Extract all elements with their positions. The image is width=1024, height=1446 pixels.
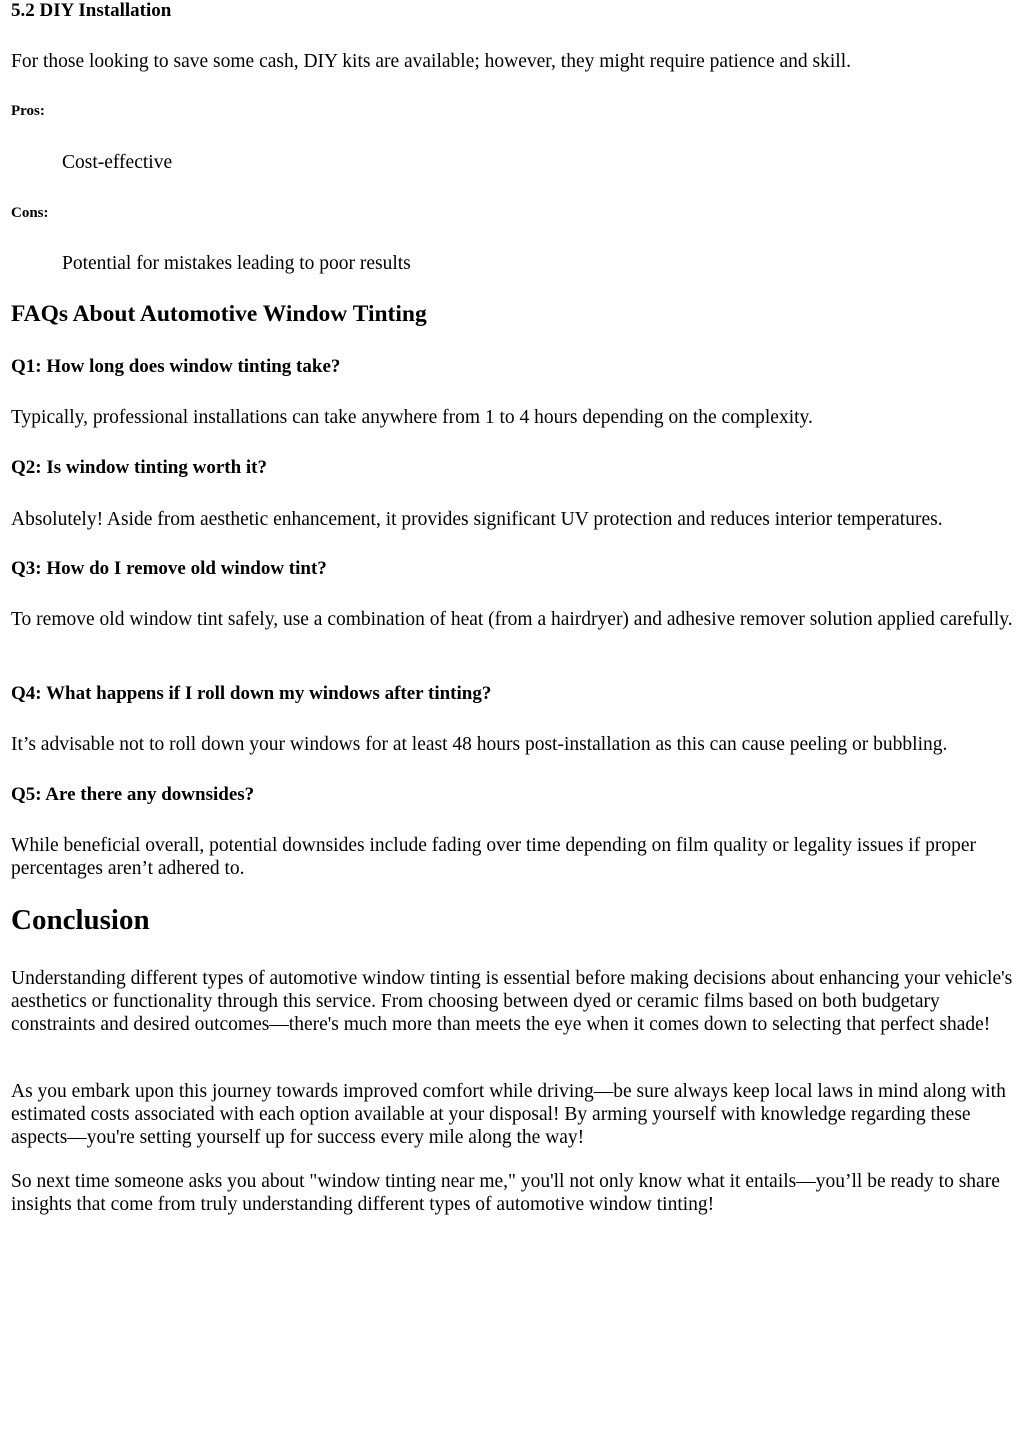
faq-question-5: Q5: Are there any downsides?	[11, 784, 255, 805]
cons-list-item: Potential for mistakes leading to poor results	[62, 253, 411, 274]
faqs-heading: FAQs About Automotive Window Tinting	[11, 301, 427, 327]
conclusion-heading: Conclusion	[11, 904, 150, 936]
pros-label: Pros:	[11, 103, 45, 119]
faq-answer-3: To remove old window tint safely, use a combination of heat (from a hairdryer) and adhesive remover solution applied carefully.	[11, 609, 1013, 630]
faq-answer-4: It’s advisable not to roll down your windows for at least 48 hours post-installation as this can cause peeling or bubbling.	[11, 734, 948, 755]
cons-label: Cons:	[11, 205, 49, 221]
conclusion-paragraph-3: So next time someone asks you about "window tinting near me," you'll not only know what it entails—you’ll be ready to share insights that come from truly understanding different types of automotive window tinting!	[11, 1171, 1000, 1215]
faq-question-1: Q1: How long does window tinting take?	[11, 356, 341, 377]
diy-installation-heading: 5.2 DIY Installation	[11, 0, 172, 21]
diy-intro-paragraph: For those looking to save some cash, DIY kits are available; however, they might require patience and skill.	[11, 51, 852, 72]
faq-question-2: Q2: Is window tinting worth it?	[11, 457, 267, 478]
pros-list-item: Cost-effective	[62, 152, 173, 173]
faq-question-3: Q3: How do I remove old window tint?	[11, 558, 327, 579]
conclusion-paragraph-2: As you embark upon this journey towards improved comfort while driving—be sure always keep local laws in mind along with estimated costs associated with each option available at your disposal! By arming yourself with knowledge regarding these aspects—you're setting yourself up for success every mile along the way!	[11, 1081, 1006, 1148]
faq-answer-1: Typically, professional installations can take anywhere from 1 to 4 hours depending on the complexity.	[11, 407, 813, 428]
conclusion-paragraph-1: Understanding different types of automotive window tinting is essential before making decisions about enhancing your vehicle's aesthetics or functionality through this service. From choosing between dyed or ceramic films based on both budgetary constraints and desired outcomes—there's much more than meets the eye when it comes down to selecting that perfect shade!	[11, 968, 1013, 1035]
faq-answer-2: Absolutely! Aside from aesthetic enhancement, it provides significant UV protection and reduces interior temperatures.	[11, 509, 943, 530]
faq-answer-5: While beneficial overall, potential downsides include fading over time depending on film quality or legality issues if proper percentages aren’t adhered to.	[11, 835, 976, 879]
faq-question-4: Q4: What happens if I roll down my windows after tinting?	[11, 683, 492, 704]
